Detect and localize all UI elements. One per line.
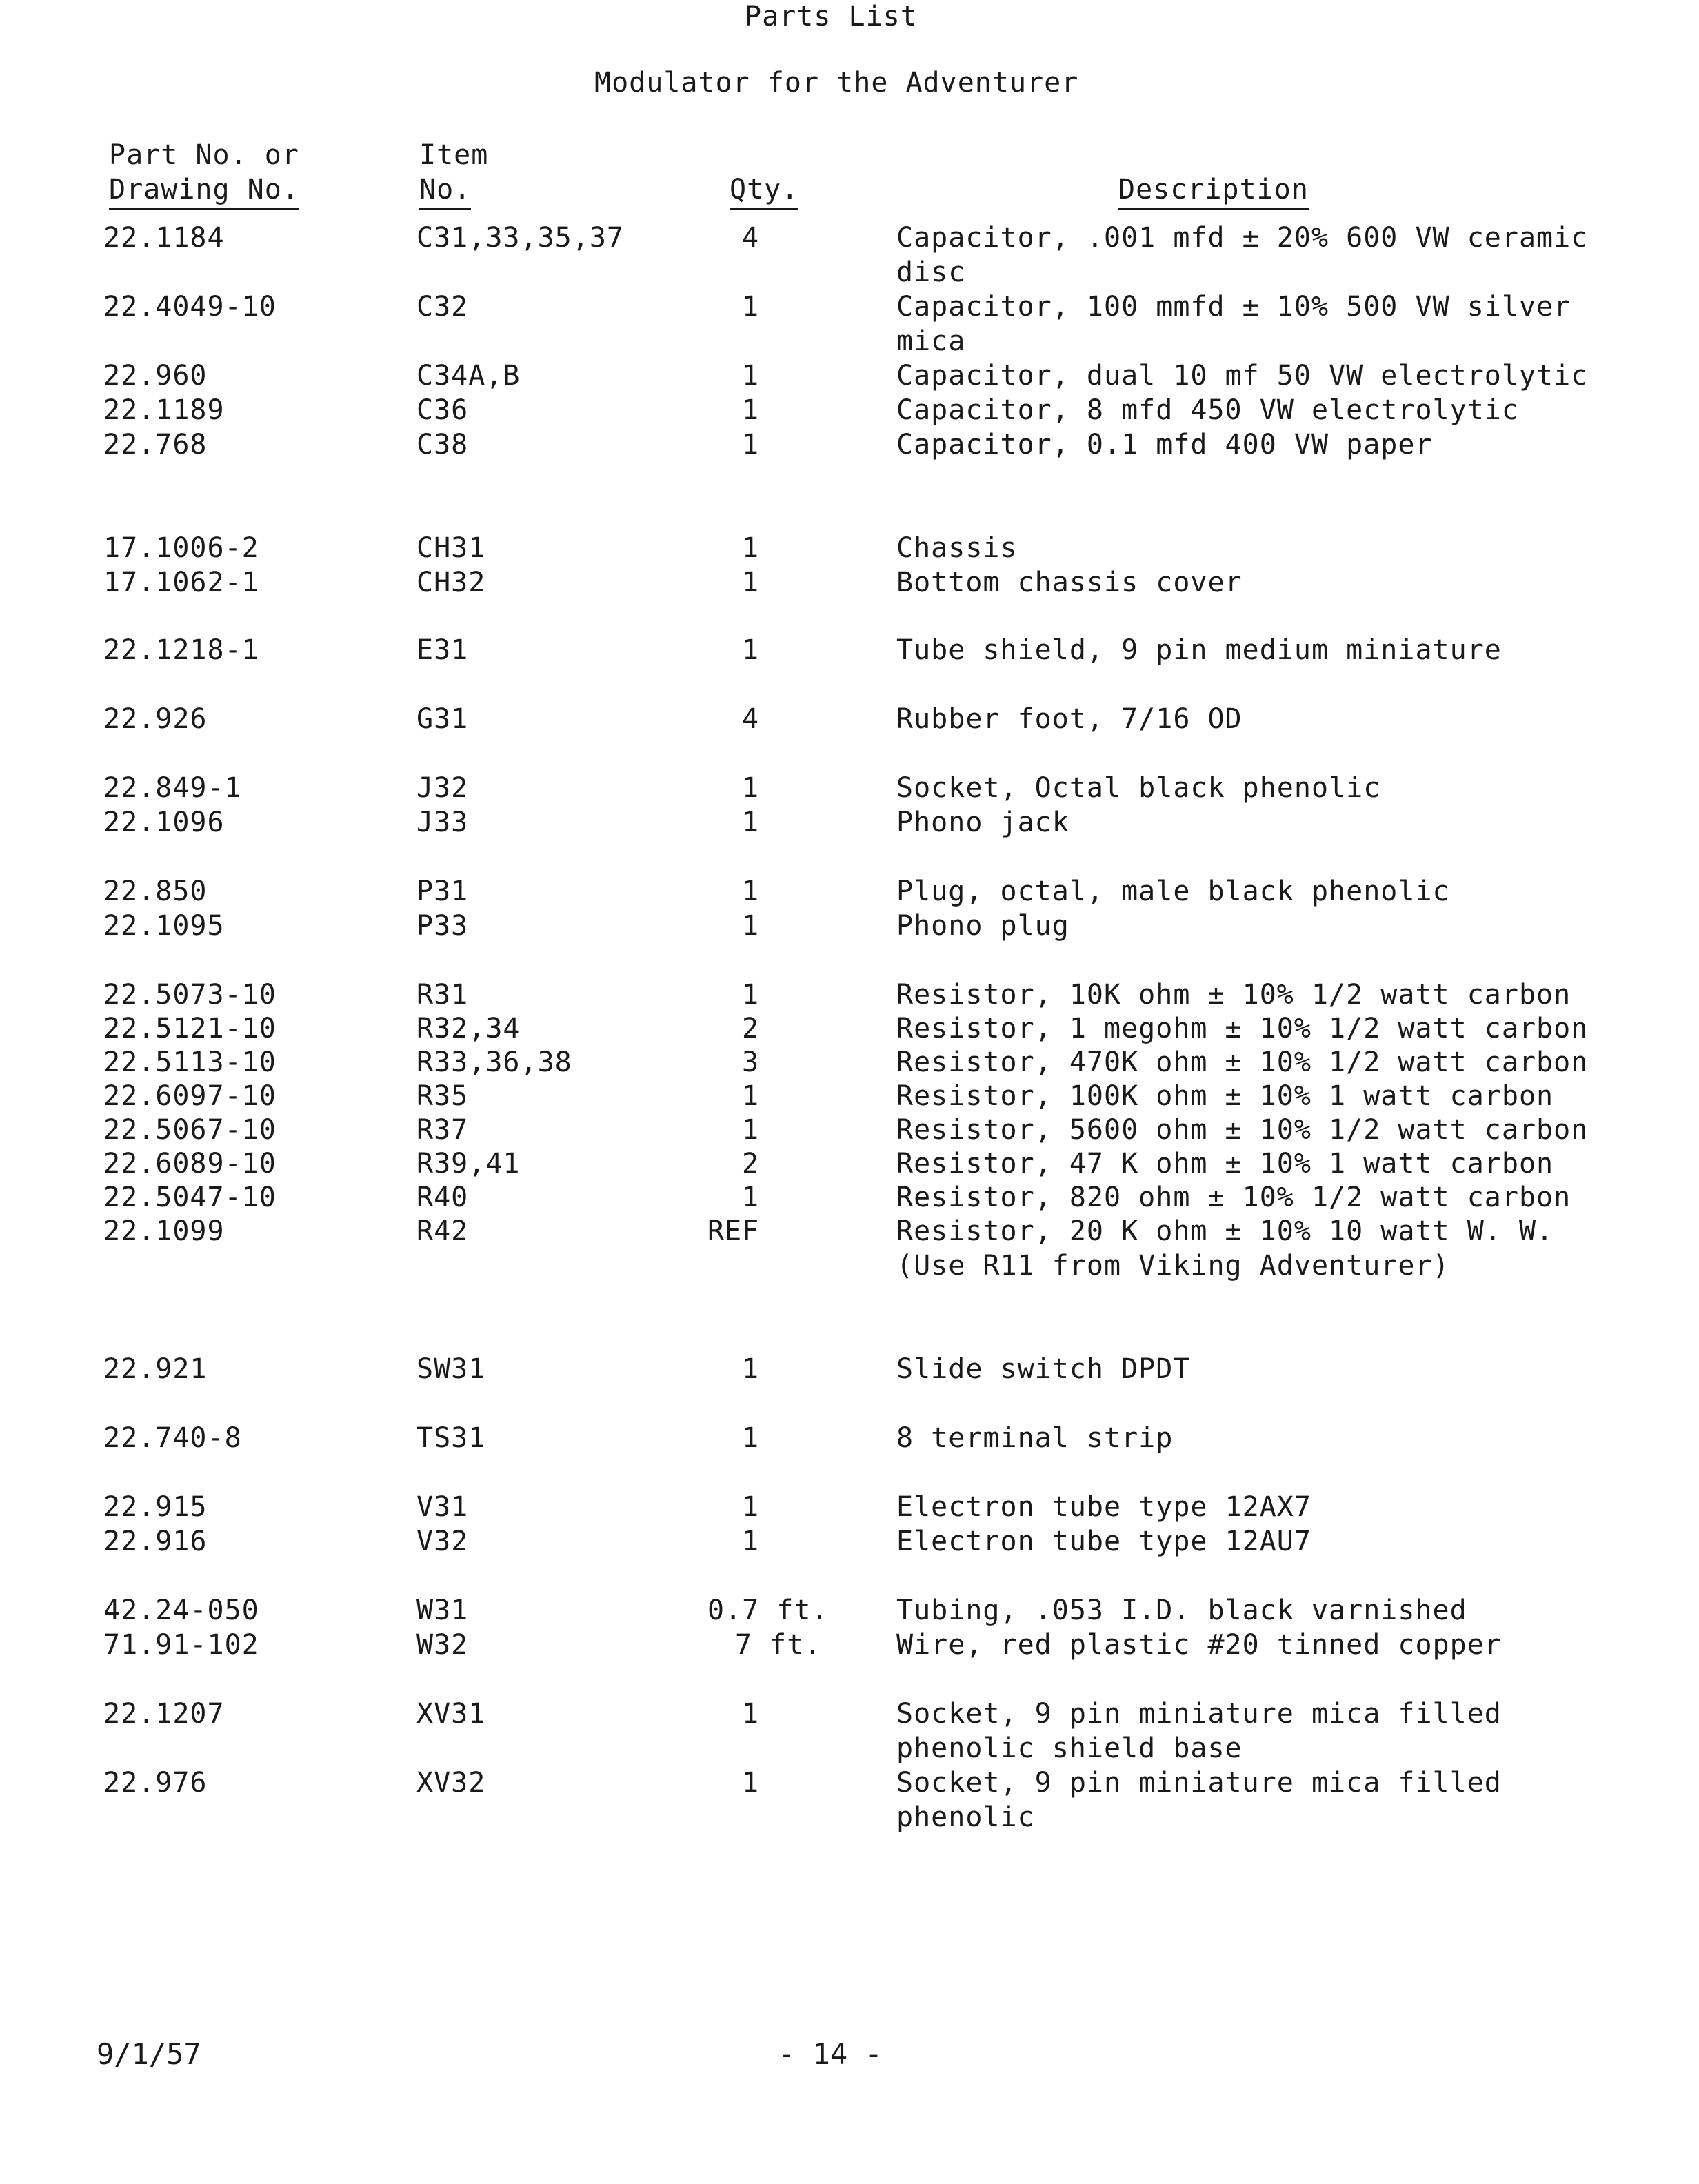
description: Resistor, 470K ohm ± 10% 1/2 watt carbon: [896, 1046, 1589, 1078]
item-number: J33: [416, 807, 469, 838]
item-number: W31: [416, 1595, 469, 1626]
table-row: [0, 633, 1699, 702]
description: Wire, red plastic #20 tinned copper: [896, 1629, 1502, 1661]
quantity: 1: [742, 1182, 760, 1213]
item-number: C38: [416, 429, 469, 461]
page-subtitle: Modulator for the Adventurer: [594, 67, 1079, 99]
quantity: 1: [742, 910, 760, 942]
part-number: 22.6097-10: [103, 1080, 277, 1112]
item-number: XV32: [416, 1767, 486, 1799]
quantity: 1: [742, 429, 760, 461]
quantity: 1: [742, 1080, 760, 1112]
table-row: [0, 1421, 1699, 1490]
table-row: [0, 1697, 1699, 1766]
quantity: 0.7 ft.: [707, 1595, 829, 1626]
quantity: 1: [742, 1353, 760, 1385]
part-number: 22.849-1: [103, 772, 242, 804]
quantity: 1: [742, 979, 760, 1011]
description: Resistor, 10K ohm ± 10% 1/2 watt carbon: [896, 979, 1571, 1011]
item-number: C36: [416, 394, 469, 426]
item-number: P31: [416, 876, 469, 907]
item-number: G31: [416, 703, 469, 735]
quantity: 1: [742, 634, 760, 666]
part-number: 22.1189: [103, 394, 225, 426]
part-number: 22.1095: [103, 910, 225, 942]
part-number: 42.24-050: [103, 1595, 259, 1626]
quantity: 1: [742, 807, 760, 838]
description: Bottom chassis cover: [896, 567, 1243, 598]
description: Socket, Octal black phenolic: [896, 772, 1381, 804]
quantity: 1: [742, 567, 760, 598]
part-number: 22.915: [103, 1491, 208, 1523]
item-number: V32: [416, 1526, 469, 1557]
part-number: 22.6089-10: [103, 1148, 277, 1180]
quantity: 4: [742, 703, 760, 735]
description: Resistor, 20 K ohm ± 10% 10 watt W. W. (Use R11 from Viking Adventurer): [896, 1215, 1554, 1282]
description: Capacitor, 8 mfd 450 VW electrolytic: [896, 394, 1519, 426]
part-number: 22.5047-10: [103, 1182, 277, 1213]
quantity: 1: [742, 1422, 760, 1454]
item-number: R40: [416, 1182, 469, 1213]
item-number: J32: [416, 772, 469, 804]
item-number: W32: [416, 1629, 469, 1661]
item-number: P33: [416, 910, 469, 942]
quantity: 1: [742, 291, 760, 323]
description: 8 terminal strip: [896, 1422, 1174, 1454]
description: Socket, 9 pin miniature mica filled phenolic shield base: [896, 1698, 1502, 1764]
description: Tubing, .053 I.D. black varnished: [896, 1595, 1467, 1626]
table-row: [0, 702, 1699, 771]
quantity: 1: [742, 532, 760, 564]
quantity: 3: [742, 1046, 760, 1078]
part-number: 22.768: [103, 429, 208, 461]
part-number: 22.5067-10: [103, 1114, 277, 1146]
description: Electron tube type 12AX7: [896, 1491, 1311, 1523]
part-number: 22.5073-10: [103, 979, 277, 1011]
description: Capacitor, dual 10 mf 50 VW electrolytic: [896, 360, 1589, 392]
description: Plug, octal, male black phenolic: [896, 876, 1450, 907]
part-number: 22.5121-10: [103, 1013, 277, 1044]
quantity: 4: [742, 222, 760, 254]
item-number: C31,33,35,37: [416, 222, 624, 254]
item-number: CH31: [416, 532, 486, 564]
part-number: 22.1218-1: [103, 634, 259, 666]
item-number: SW31: [416, 1353, 486, 1385]
header-description: Description: [1118, 172, 1309, 210]
part-number: 22.4049-10: [103, 291, 277, 323]
table-row: [0, 290, 1699, 358]
description: Resistor, 1 megohm ± 10% 1/2 watt carbon: [896, 1013, 1589, 1044]
part-number: 22.916: [103, 1526, 208, 1557]
table-row: [0, 1214, 1699, 1283]
item-number: C32: [416, 291, 469, 323]
table-row: [0, 805, 1699, 874]
description: Socket, 9 pin miniature mica filled phenolic: [896, 1767, 1502, 1833]
description: Resistor, 100K ohm ± 10% 1 watt carbon: [896, 1080, 1554, 1112]
table-row: [0, 1352, 1699, 1421]
part-number: 22.976: [103, 1767, 208, 1799]
table-row: [0, 221, 1699, 290]
part-number: 71.91-102: [103, 1629, 259, 1661]
part-number: 22.1207: [103, 1698, 225, 1730]
quantity: 1: [742, 1698, 760, 1730]
part-number: 22.740-8: [103, 1422, 242, 1454]
header-item-line2: No.: [419, 172, 471, 210]
page-number: - 14 -: [778, 2037, 883, 2071]
header-part-line1: Part No. or: [109, 139, 299, 171]
header-item-no: [419, 138, 488, 210]
item-number: R39,41: [416, 1148, 521, 1180]
footer-date: 9/1/57: [97, 2037, 201, 2071]
table-row: [0, 1766, 1699, 1834]
description: Chassis: [896, 532, 1018, 564]
item-number: R31: [416, 979, 469, 1011]
part-number: 17.1006-2: [103, 532, 259, 564]
description: Slide switch DPDT: [896, 1353, 1191, 1385]
item-number: V31: [416, 1491, 469, 1523]
part-number: 22.926: [103, 703, 208, 735]
part-number: 22.1096: [103, 807, 225, 838]
item-number: R42: [416, 1215, 469, 1247]
table-row: [0, 1524, 1699, 1593]
description: Capacitor, .001 mfd ± 20% 600 VW ceramic disc: [896, 222, 1589, 288]
description: Phono jack: [896, 807, 1069, 838]
quantity: 1: [742, 1526, 760, 1557]
header-part-line2: Drawing No.: [109, 172, 299, 210]
quantity: 1: [742, 1114, 760, 1146]
quantity: 1: [742, 1491, 760, 1523]
quantity: 2: [742, 1148, 760, 1180]
description: Capacitor, 100 mmfd ± 10% 500 VW silver mica: [896, 291, 1571, 357]
item-number: TS31: [416, 1422, 486, 1454]
quantity: 1: [742, 772, 760, 804]
item-number: R33,36,38: [416, 1046, 572, 1078]
description: Phono plug: [896, 910, 1069, 942]
header-part-no: [109, 138, 299, 210]
table-row: [0, 427, 1699, 496]
quantity: 1: [742, 394, 760, 426]
description: Tube shield, 9 pin medium miniature: [896, 634, 1502, 666]
header-item-line1: Item: [419, 139, 489, 171]
part-number: 22.921: [103, 1353, 208, 1385]
item-number: XV31: [416, 1698, 486, 1730]
description: Resistor, 47 K ohm ± 10% 1 watt carbon: [896, 1148, 1554, 1180]
description: Electron tube type 12AU7: [896, 1526, 1311, 1557]
item-number: R32,34: [416, 1013, 521, 1044]
description: Resistor, 820 ohm ± 10% 1/2 watt carbon: [896, 1182, 1571, 1213]
part-number: 22.5113-10: [103, 1046, 277, 1078]
table-row: [0, 565, 1699, 634]
quantity: REF: [707, 1215, 760, 1247]
item-number: R37: [416, 1114, 469, 1146]
quantity: 1: [742, 876, 760, 907]
quantity: 1: [742, 360, 760, 392]
header-qty: Qty.: [730, 172, 798, 210]
item-number: E31: [416, 634, 469, 666]
part-number: 22.1184: [103, 222, 225, 254]
item-number: CH32: [416, 567, 486, 598]
item-number: R35: [416, 1080, 469, 1112]
part-number: 17.1062-1: [103, 567, 259, 598]
part-number: 22.850: [103, 876, 208, 907]
table-row: [0, 1628, 1699, 1697]
item-number: C34A,B: [416, 360, 521, 392]
quantity: 2: [742, 1013, 760, 1044]
quantity: 1: [742, 1767, 760, 1799]
description: Rubber foot, 7/16 OD: [896, 703, 1243, 735]
description: Resistor, 5600 ohm ± 10% 1/2 watt carbon: [896, 1114, 1589, 1146]
part-number: 22.1099: [103, 1215, 225, 1247]
quantity: 7 ft.: [735, 1629, 822, 1661]
description: Capacitor, 0.1 mfd 400 VW paper: [896, 429, 1433, 461]
table-row: [0, 909, 1699, 978]
page-title: Parts List: [745, 1, 918, 32]
part-number: 22.960: [103, 360, 208, 392]
